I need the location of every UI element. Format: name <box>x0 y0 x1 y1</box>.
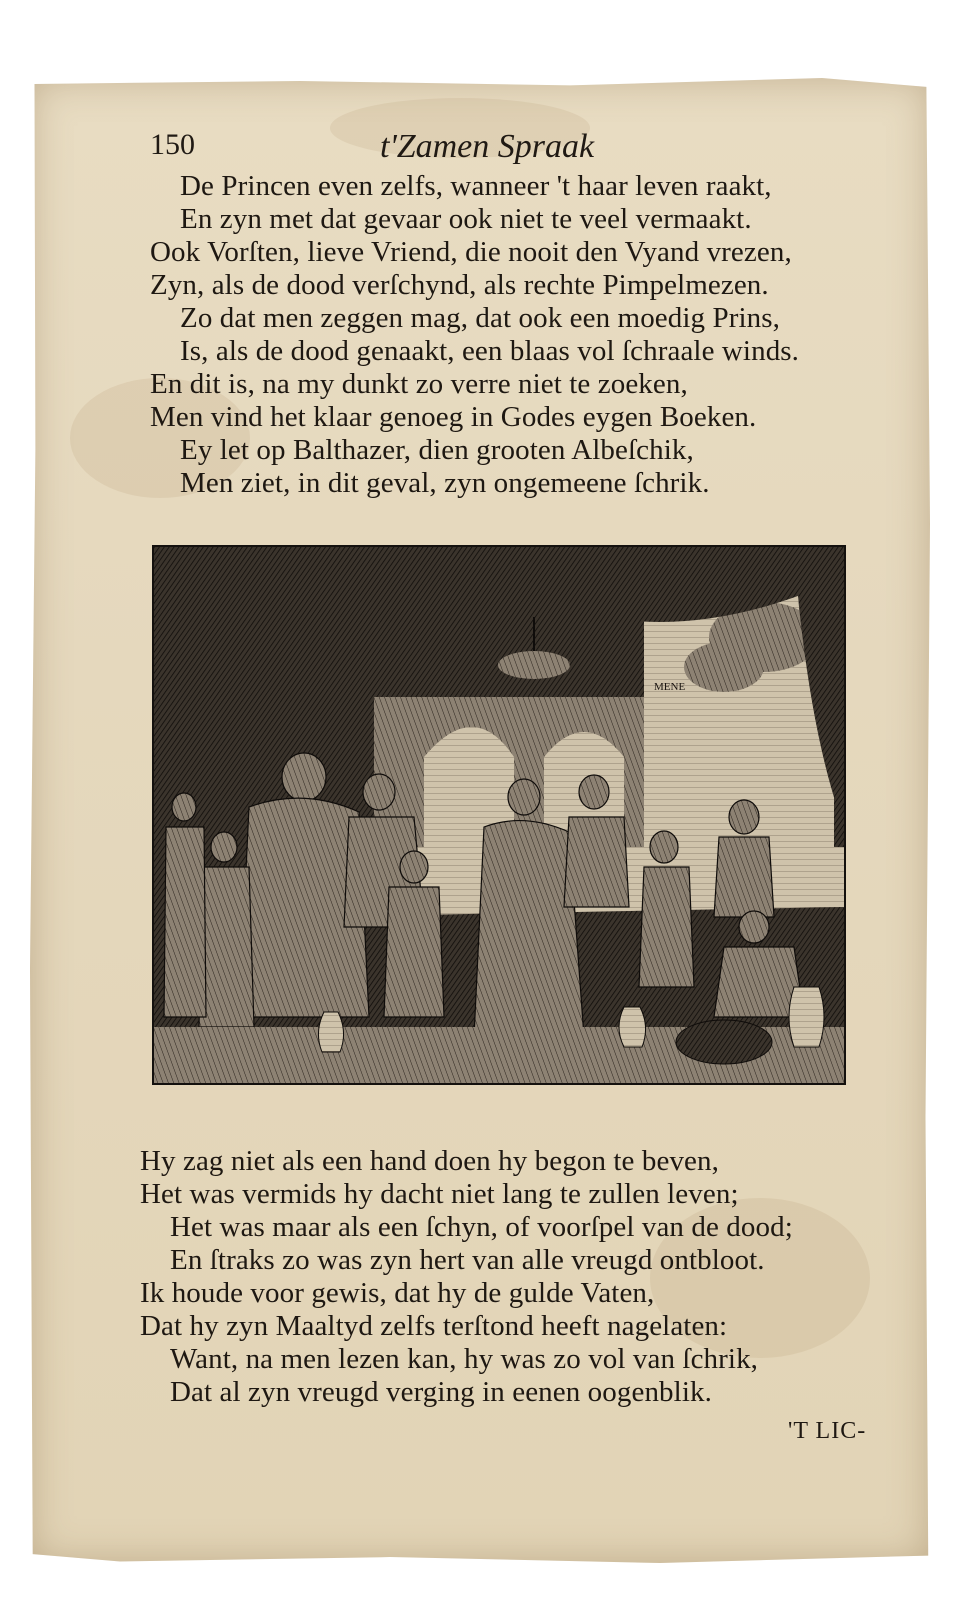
verse-line: Het was maar als een ſchyn, of voorſpel van de dood; <box>170 1211 793 1243</box>
verse-line: Ook Vorſten, lieve Vriend, die nooit den Vyand vrezen, <box>150 236 792 268</box>
verse-line: Men vind het klaar genoeg in Godes eygen Boeken. <box>150 401 757 433</box>
verse-line: Dat al zyn vreugd verging in eenen oogenblik. <box>170 1376 712 1408</box>
verse-line: Zyn, als de dood verſchynd, als rechte Pimpelmezen. <box>150 269 769 301</box>
engraving-scene <box>154 547 844 1083</box>
verse-line: Hy zag niet als een hand doen hy begon te beven, <box>140 1145 719 1177</box>
running-title: t'Zamen Spraak <box>380 128 595 165</box>
catchword: 'T LIC- <box>788 1418 867 1444</box>
verse-line: Ey let op Balthazer, dien grooten Albeſchik, <box>180 434 694 466</box>
verse-line: Zo dat men zeggen mag, dat ook een moedig Prins, <box>180 302 780 334</box>
verse-line: Want, na men lezen kan, hy was zo vol van ſchrik, <box>170 1343 759 1375</box>
verse-line: En dit is, na my dunkt zo verre niet te zoeken, <box>150 368 688 400</box>
verse-line: Men ziet, in dit geval, zyn ongemeene ſchrik. <box>180 467 710 499</box>
page-number: 150 <box>150 128 195 161</box>
wall-inscription: MENE <box>654 681 686 693</box>
verse-line: De Princen even zelfs, wanneer 't haar leven raakt, <box>180 170 772 202</box>
verse-line: En ſtraks zo was zyn hert van alle vreugd ontbloot. <box>170 1244 765 1276</box>
verse-line: En zyn met dat gevaar ook niet te veel vermaakt. <box>180 203 752 235</box>
verse-line: Dat hy zyn Maaltyd zelfs terſtond heeft nagelaten: <box>140 1310 728 1342</box>
page-header <box>150 128 710 168</box>
verse-line: Is, als de dood genaakt, een blaas vol ſchraale winds. <box>180 335 800 367</box>
verse-line: Ik houde voor gewis, dat hy de gulde Vaten, <box>140 1277 655 1309</box>
verse-bottom <box>140 1145 793 1409</box>
verse-top <box>150 170 799 500</box>
verse-line: Het was vermids hy dacht niet lang te zullen leven; <box>140 1178 739 1210</box>
engraving-illustration <box>152 545 846 1085</box>
